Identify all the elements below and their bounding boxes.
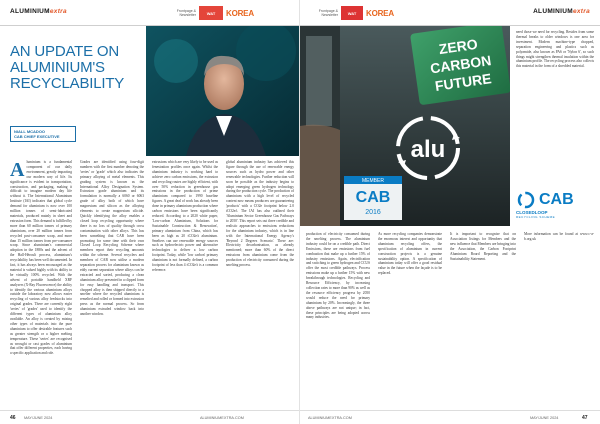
- brand-extra: extra: [49, 8, 67, 15]
- column-8-text: It is important to recognise that on Association listings for Members and the new influence that Members are bringing into the Association, the Carbon Footprint Aluminium Board Reporting and the Sustainability Statement.: [450, 232, 516, 261]
- pull-quote: Today, while 'low carbon' primary aluminium is not formally defined, a carbon footprint of less than 4 tCO2e/t is a common reference.: [152, 253, 218, 272]
- column-2-text: Grades are identified using four-digit numbers with the first number denoting the 'series' or 'grade' which also indicates the primary alloying of metal elements. This grading system is known as the International Alloy Designation System. Extrusion grade aluminium and its formulation is normally a 6060 or 6063 grade of alloy both of which have magnesium and silicon as the alloying elements to create magnesium silicide.: [80, 160, 144, 214]
- header-ad-right[interactable]: [312, 5, 394, 21]
- site-url-left[interactable]: ALUMINIUMEXTRA.COM: [200, 416, 244, 420]
- column-2-text-b: Quickly identifying the alloy enables a closed loop recycling opportunity where there is no loss of quality through cross contamination with other alloys. This has been something that CAB have been promoting for some time with their own Closed Loop Recycling Scheme where members report their recycling amounts within the scheme.: [80, 213, 144, 258]
- column-4-text: global aluminium industry has achieved this figure through the use of renewable energy sources such as hydro power and other renewable technologies. Further reduction will soon be possible as the industry begins to adopt emerging green hydrogen technology during the production cycle.: [226, 160, 294, 194]
- ad-korea-logo: KOREA: [226, 8, 254, 18]
- left-footer: [0, 410, 300, 424]
- left-header: [0, 0, 300, 26]
- brand-name: ALUMINIUM: [10, 8, 50, 15]
- article-column-3: [152, 160, 218, 408]
- recycle-icon: [516, 190, 536, 210]
- column-6-text-b: As more recycling companies demonstrate the enormous interest and opportunity that aluminium recycling offers, the specification of aluminium in current construction projects is a genuine sustainability option. A specification of aluminium today will offer a good residual value in the future when the façade is to be replaced.: [378, 232, 442, 276]
- article-column-5: [306, 232, 370, 408]
- site-url-right[interactable]: ALUMINIUMEXTRA.COM: [308, 416, 352, 420]
- member-certificate: [344, 176, 402, 220]
- column-3-text-c: A great deal of work has already been done in primary aluminium production where carbon emissions have been significantly reduced. According to a 2020 white paper, 'Low-carbon Aluminium, Solutions for Sustainable Construction & Renovation', primary aluminium from China, which has been as high as 20 tCO2e/t aluminium. Smelters can use renewable energy sources such as hydroelectric power and alternative technologies to deliver a low carbon footprint.: [152, 199, 218, 258]
- column-1-text: luminium is a fundamental component of our daily environment, greatly impacting our modern way of life. Its significance is evident in transportation, construction, and packaging, making it difficult to imagine modern day life without it. The International Aluminium Institute (IAI) indicates that global cycle demand for aluminium is now over 100 million tonnes of semi-fabricated materials, produced mainly in sheet and extrusion form. This demand is fulfilled by more than 60 million tonnes of primary aluminium, over 20 million tonnes from recycled post-consumer scrap, and more than 15 million tonnes from pre-consumer scrap.: [10, 160, 72, 248]
- brand-name-right: ALUMINIUM: [533, 8, 573, 15]
- author-photo-image: [146, 26, 300, 156]
- column-3-text-b: Whilst the aluminium industry is working hard to achieve zero carbon emissions, the extrusion and recycling routes are highly efficient, with over 50% reduction in greenhouse gas emissions in the production of prime aluminium compared to 1990 baseline figures.: [152, 164, 218, 204]
- page-number-right: 47: [582, 415, 588, 421]
- author-photo: [146, 26, 300, 156]
- feature-photo: [300, 26, 510, 226]
- right-footer: [300, 410, 600, 424]
- certificate-cab: CAB: [355, 189, 391, 206]
- column-1-text-c: There are currently eight 'series' of 'grades' used to identify the different types of aluminium alloy available. An alloy is created by mixing other types of materials into the pure aluminium to offer desirable features such as greater strength or a higher melting temperature. These 'series' are recognised as wrought or cast grades of aluminium that offer different properties, each having a specific application and role.: [10, 302, 72, 356]
- author-role: CAB CHIEF EXECUTIVE: [14, 134, 60, 139]
- column-4-text-c: The IAI has also outlined their 'Aluminium Sector Greenhouse Gas Pathways to 2050'. This report sets out three credible and realistic approaches to emissions reductions for the aluminium industry, which is in line with the International Energy Agency's 'Beyond 2 Degrees Scenario'. These are: Electricity decarbonisation, as already mentioned; more than 60% of the direct emissions from aluminium come from the production of electricity consumed during the smelting process.: [226, 209, 294, 268]
- brand-title-right: [533, 8, 590, 15]
- article-title: AN UPDATE ON ALUMINIUM'S RECYCLABILITY: [10, 43, 125, 92]
- column-4-text-b: The production of aluminium with a high level of recycled content now means producers are guaranteeing 'products' with a CO2e footprint below 2.0 tCO2e/t.: [226, 189, 294, 214]
- column-5-text: production of electricity consumed during the smelting process. The aluminium industry could be on a credible path.: [306, 232, 370, 246]
- certificate-label: MEMBER: [362, 178, 384, 184]
- alu-label: alu: [410, 136, 446, 163]
- author-box: [10, 126, 76, 142]
- cab-name: CAB: [539, 191, 574, 208]
- column-1-text-b: Since aluminium's commercial adoption in the 1880s and the advent of the Hall-Héroult process, aluminium's recyclability has been well documented. In fact, it has always been encouraged as the material is valued highly with its ability to be virtually 100% recycled. With the advent of portable handheld XRF analysers (X-Ray Fluorescence) the ability to identify the various aluminium alloys outside the laboratory now allows easier recycling of various alloy feedstocks into original grades.: [10, 243, 72, 307]
- brand-title: [10, 8, 67, 15]
- ad-korea-logo-right: KOREA: [366, 8, 394, 18]
- column-3-text: extrusions which are very likely to be used as fenestration profiles once again.: [152, 160, 218, 169]
- cab-line-scheme: RECYCLING SCHEME: [516, 215, 556, 219]
- drop-cap: A: [10, 160, 25, 181]
- zero-carbon-sign: [410, 26, 510, 105]
- feature-photo-image: [300, 26, 510, 226]
- sign-line-future: FUTURE: [433, 70, 493, 94]
- column-5-text-c: Increasingly, the three above pathways are not unique; in fact, these principles are being adopted across many industries.: [306, 300, 370, 320]
- sign-line-zero: ZERO: [437, 35, 479, 58]
- article-column-9: [524, 232, 594, 408]
- ad-logo: WAT: [199, 6, 223, 20]
- article-column-4: [226, 160, 294, 408]
- cab-line-closedloop: CLOSEDLOOP: [516, 210, 548, 215]
- ad-logo-right: WAT: [341, 6, 363, 20]
- article-column-2: [80, 160, 144, 408]
- author-name: NIALL MCADOO: [14, 129, 46, 134]
- cab-logo: [516, 190, 594, 230]
- header-ad-left[interactable]: [170, 5, 254, 21]
- article-column-6: [378, 232, 442, 408]
- column-5-text-b: Direct Emissions, these are emissions from fuel combustion that make up a further 15% of industry emissions. Again, electrification and switching to green hydrogen and CCUS offer the most credible pathways. Process emissions make up a further 15% with new breakthrough technologies. Recycling and Resource Efficiency, by increasing collection rates to more than 90% as well as the resource efficiency progress by 2050 would reduce the need for primary aluminium by 20%.: [306, 241, 370, 305]
- column-7-text: need those we need for recycling. Resides from some thermal breaks to older windows is one area for investment. Modern machine-type chopped, separation engineering and plastics such as polyamide, also known as PA6 or 'Nylon 6', so such things might strengthen thermal insulation within the aluminium profile. The recycling process also collects this material in the form of a shredded material.: [516, 30, 594, 69]
- ad-small-text-right: Frontpage & Newsletter: [318, 9, 338, 17]
- ad-small-text: Frontpage & Newsletter: [176, 9, 196, 17]
- edition-left: MAY/JUNE 2024: [24, 416, 53, 420]
- brand-extra-right: extra: [572, 8, 590, 15]
- sign-line-carbon: CARBON: [429, 52, 493, 77]
- certificate-year: 2016: [365, 209, 381, 216]
- column-2-text-c: Several recyclers and members of CAB now utilise a modern separation process for aluminium known as eddy current separation where alloys can be extracted and sorted, producing a clean aluminium alloy presented in a clipped form for easy handling and transport. This chopped alloy is then shipped directly to a smelter where the recycled aluminium is remelted and rolled or formed into extrusion press as the normal process. So from aluminium extruded window back into another window.: [80, 253, 144, 317]
- more-info-text[interactable]: More information can be found at www.c-a-b.org.uk: [524, 232, 594, 241]
- edition-right: MAY/JUNE 2024: [530, 416, 559, 420]
- article-column-8: [450, 232, 516, 408]
- right-header: [300, 0, 600, 26]
- article-column-1: [10, 160, 72, 408]
- page-number-left: 46: [10, 415, 16, 421]
- article-column-7: [516, 30, 594, 186]
